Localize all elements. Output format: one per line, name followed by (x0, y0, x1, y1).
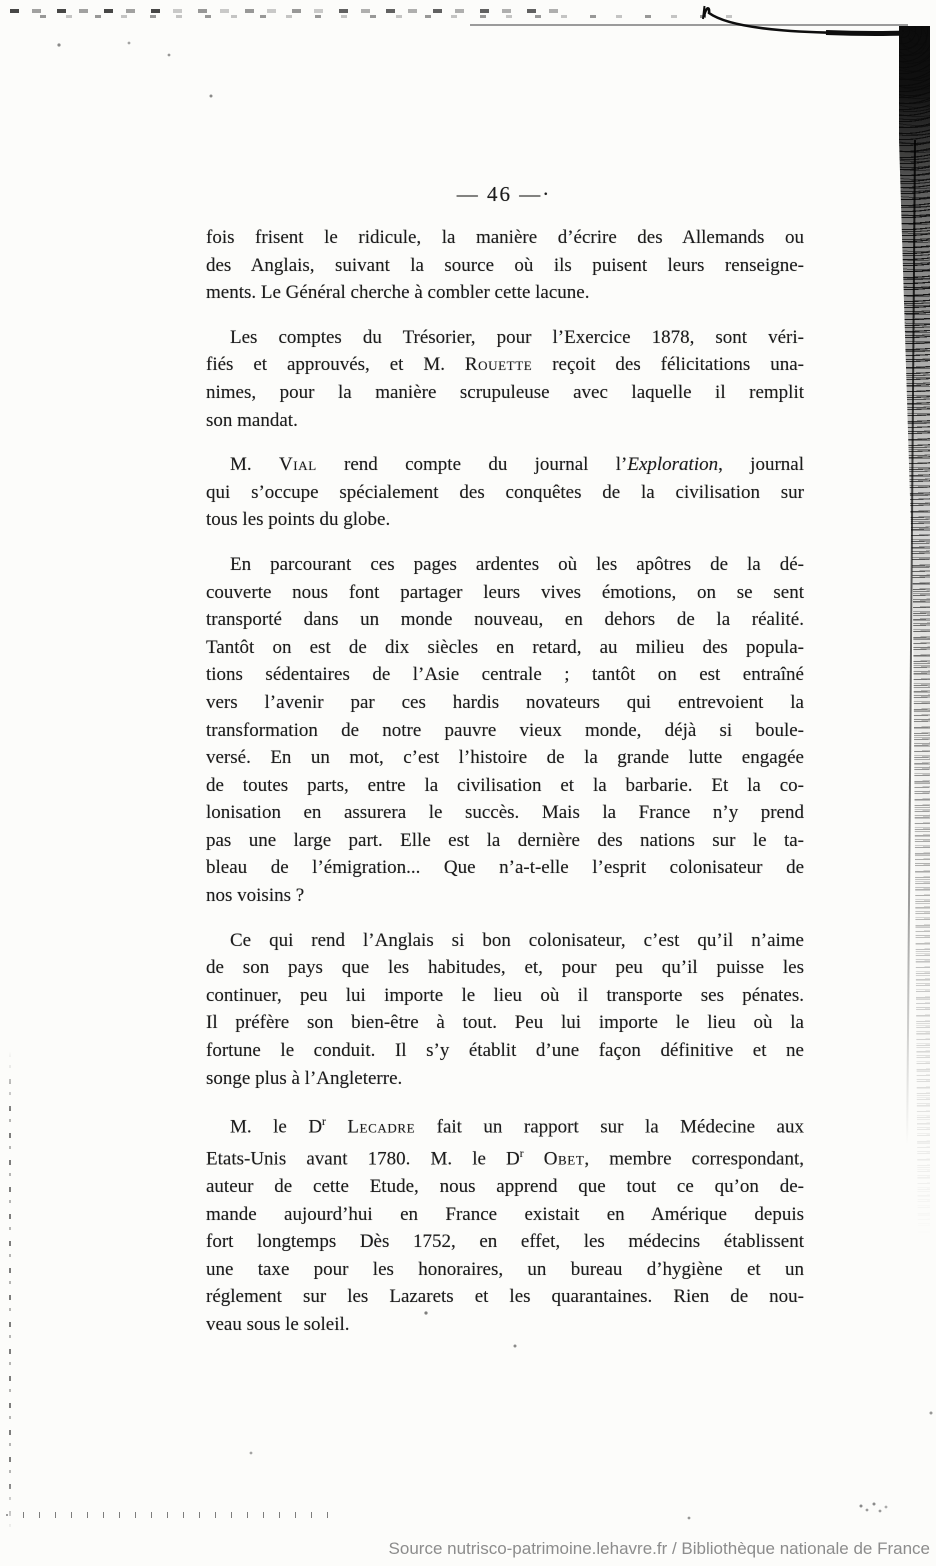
text-segment: vers l’avenir par ces hardis novateurs qui entrevoient la (206, 691, 804, 713)
text-segment: de toutes parts, entre la civilisation et la barbarie. Et la co- (206, 774, 804, 796)
text-segment: lonisation en assurera le succès. Mais la France n’y prend (206, 802, 804, 824)
text-segment: pas une large part. Elle est la dernière des nations sur le ta- (206, 829, 804, 851)
text-line (206, 1009, 804, 1037)
text-segment: couverte nous font partager leurs vives émotions, on se sent (206, 581, 804, 603)
text-segment: Etats-Unis avant 1780. M. le D (206, 1148, 520, 1170)
text-line (206, 224, 804, 252)
text-segment: mande aujourd’hui en France existait en Amérique depuis (206, 1203, 804, 1225)
text-line (206, 744, 804, 772)
text-segment: transporté dans un monde nouveau, en dehors de la réalité. (206, 609, 804, 631)
text-segment: des Anglais, suivant la source où ils puisent leurs renseigne- (206, 254, 804, 276)
text-line (206, 1109, 804, 1141)
text-line (206, 1173, 804, 1201)
text-line (206, 954, 804, 982)
text-line (206, 1311, 804, 1339)
text-line (206, 882, 804, 910)
text-line (206, 606, 804, 634)
text-segment: bleau de l’émigration... Que n’a-t-elle l’esprit colonisateur de (206, 857, 804, 879)
text-segment: songe plus à l’Angleterre. (206, 1067, 403, 1089)
text-line (206, 1228, 804, 1256)
text-segment: fait un rapport sur la Médecine aux (415, 1116, 804, 1138)
text-line (206, 1283, 804, 1311)
text-line (206, 252, 804, 280)
text-line (206, 689, 804, 717)
text-segment: M. (230, 454, 279, 476)
scan-artifact-bottom-dots (4, 1512, 334, 1518)
scan-artifact-specks (0, 0, 2, 2)
text-line (206, 506, 804, 534)
text-segment: , membre correspondant, (584, 1148, 805, 1170)
text-segment: reçoit des félicitations una- (532, 354, 804, 376)
text-line (206, 927, 804, 955)
text-segment: son mandat. (206, 409, 298, 431)
text-segment: une taxe pour les honoraires, un bureau d’hygiène et un (206, 1258, 804, 1280)
scan-artifact-top-smudge-2 (40, 15, 740, 18)
text-segment-i: Exploration (627, 454, 719, 476)
text-segment: ments. Le Général cherche à combler cette lacune. (206, 282, 590, 304)
text-segment: auteur de cette Etude, nous apprend que tout ce qu’on de- (206, 1176, 804, 1198)
text-line (206, 1141, 804, 1173)
text-line (206, 1037, 804, 1065)
text-segment (326, 1117, 347, 1138)
text-segment: de son pays que les habitudes, et, pour peu qu’il puisse les (206, 957, 804, 979)
text-segment: rend compte du journal l’ (316, 454, 628, 476)
text-block (206, 224, 804, 1339)
text-line (206, 551, 804, 579)
text-segment: Les comptes du Trésorier, pour l’Exercice 1878, sont véri- (230, 326, 804, 348)
text-segment: fiés et approuvés, et M. (206, 354, 465, 376)
page-number: — 46 —· (456, 182, 552, 206)
text-segment: versé. En un mot, c’est l’histoire de la grande lutte engagée (206, 747, 804, 769)
paragraph-5 (206, 927, 804, 1093)
text-segment: réglement sur les Lazarets et les quarantaines. Rien de nou- (206, 1286, 804, 1308)
text-segment: nos voisins ? (206, 885, 305, 907)
text-line (206, 279, 804, 307)
text-segment: Il préfère son bien-être à tout. Peu lui importe le lieu où la (206, 1012, 804, 1034)
text-segment-sc: Obet (543, 1148, 585, 1170)
text-line (206, 1256, 804, 1284)
text-line (206, 479, 804, 507)
paragraph-3 (206, 451, 804, 534)
text-segment-sc: Rouette (464, 354, 533, 376)
text-segment: tions sédentaires de l’Asie centrale ; tantôt on est entraîné (206, 664, 804, 686)
text-segment-sup: r (322, 1116, 326, 1129)
text-segment: veau sous le soleil. (206, 1314, 350, 1336)
text-segment: Ce qui rend l’Anglais si bon colonisateur, c’est qu’il n’aime (230, 929, 804, 951)
text-line (206, 1201, 804, 1229)
text-line (206, 1065, 804, 1093)
text-segment: qui s’occupe spécialement des conquêtes de la civilisation sur (206, 481, 804, 503)
text-line (206, 982, 804, 1010)
scan-artifact-page-edge-curve (676, 2, 936, 46)
text-line (206, 351, 804, 379)
text-line (206, 451, 804, 479)
text-segment: tous les points du globe. (206, 509, 391, 531)
text-segment: transformation de notre pauvre vieux monde, déjà si boule- (206, 719, 804, 741)
text-line (206, 772, 804, 800)
text-segment: fort longtemps Dès 1752, en effet, les médecins établissent (206, 1231, 804, 1253)
paragraph-2 (206, 324, 804, 434)
text-line (206, 324, 804, 352)
text-segment-sup: r (519, 1148, 524, 1161)
text-segment-sc: Lecadre (347, 1116, 416, 1138)
text-segment: M. le D (230, 1116, 323, 1138)
text-line (206, 827, 804, 855)
text-line (206, 379, 804, 407)
text-line (206, 661, 804, 689)
text-segment: En parcourant ces pages ardentes où les apôtres de la dé- (230, 553, 804, 575)
text-segment: Tantôt on est de dix siècles en retard, au milieu des popula- (206, 636, 804, 658)
text-segment-sc: Vial (278, 454, 317, 476)
paragraph-4 (206, 551, 804, 910)
text-line (206, 854, 804, 882)
text-line (206, 634, 804, 662)
scan-artifact-top-smudge (10, 9, 562, 13)
text-segment: continuer, peu lui importe le lieu où il transporte ses pénates. (206, 984, 804, 1006)
text-segment: fortune le conduit. Il s’y établit d’une façon définitive et ne (206, 1040, 804, 1062)
text-line (206, 407, 804, 435)
text-line (206, 799, 804, 827)
text-line (206, 579, 804, 607)
paragraph-1 (206, 224, 804, 307)
text-segment: fois frisent le ridicule, la manière d’écrire des Allemands ou (206, 227, 804, 248)
text-segment (524, 1148, 544, 1169)
text-segment: nimes, pour la manière scrupuleuse avec laquelle il remplit (206, 381, 804, 403)
scan-artifact-left-dashed-line (9, 1052, 11, 1537)
paragraph-6 (206, 1109, 804, 1338)
text-line (206, 717, 804, 745)
footer-credit: Source nutrisco-patrimoine.lehavre.fr / Bibliothèque nationale de France (388, 1539, 930, 1558)
text-segment: , journal (718, 454, 804, 476)
